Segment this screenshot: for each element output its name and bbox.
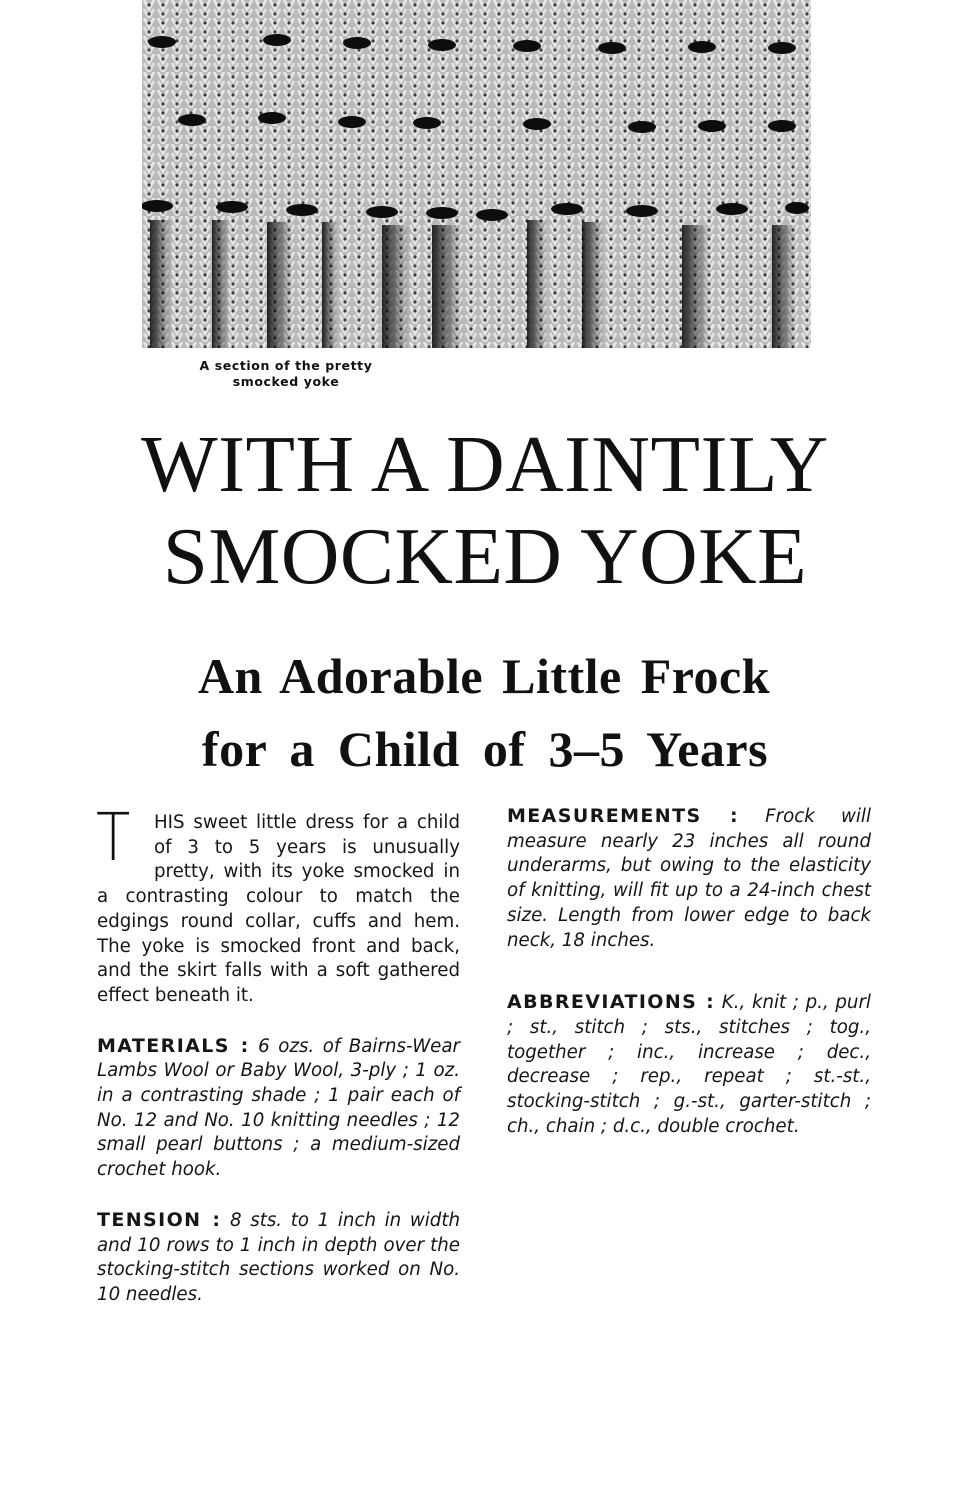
tension-text: 8 sts. to 1 inch in width and 10 rows to 1 inch in depth over the stocking-stitch sections worked on No. 10 needles.	[97, 1209, 460, 1305]
tension-label: TENSION :	[97, 1208, 222, 1231]
materials-section	[97, 1034, 460, 1183]
title-line-1: WITH A DAINTILY	[141, 419, 829, 509]
title-line-2: SMOCKED YOKE	[162, 511, 808, 601]
article-subtitle	[0, 640, 970, 786]
measurements-label: MEASUREMENTS :	[507, 805, 739, 827]
intro-paragraph	[96, 799, 460, 1009]
intro-text: HIS sweet little dress for a child of 3 to 5 years is unusually pretty, with its yoke smocked in a contrasting colour to match the edgings round collar, cuffs and hem. The yoke is smocked front and back, and the skirt falls with a soft gathered effect beneath it.	[97, 812, 460, 1006]
subtitle-line-1: An Adorable Little Frock	[197, 648, 771, 704]
abbreviations-section	[507, 990, 871, 1139]
smocked-yoke-photo	[142, 0, 811, 348]
left-column	[96, 799, 460, 1308]
measurements-text: Frock will measure nearly 23 inches all round underarms, but owing to the elasticity of knitting, will fit up to a 24-inch chest size. Length from lower edge to back neck, 18 inches.	[507, 806, 871, 951]
subtitle-line-2: for a Child of 3–5 Years	[201, 721, 769, 777]
measurements-section	[507, 804, 871, 953]
caption-line-1: A section of the pretty	[199, 358, 373, 373]
right-column	[507, 804, 871, 1139]
article-title	[0, 418, 970, 602]
photo-caption	[150, 358, 422, 390]
abbreviations-label: ABBREVIATIONS :	[507, 991, 716, 1014]
drop-cap: T	[96, 799, 131, 876]
materials-text: 6 ozs. of Bairns-Wear Lambs Wool or Baby Wool, 3-ply ; 1 oz. in a contrasting shade ; 1 pair each of No. 12 and No. 10 knitting needles ; 12 small pearl buttons ; a medium-sized crochet hook.	[97, 1035, 460, 1181]
materials-label: MATERIALS :	[97, 1034, 250, 1057]
tension-section	[97, 1208, 460, 1308]
caption-line-2: smocked yoke	[232, 374, 340, 389]
abbreviations-text: K., knit ; p., purl ; st., stitch ; sts., stitches ; tog., together ; inc., increase ; dec., decrease ; rep., repeat ; st.-st., stocking-stitch ; g.-st., garter-stitch ; ch., chain ; d.c., double crochet.	[507, 992, 871, 1137]
knitted-fabric-image	[142, 0, 811, 348]
